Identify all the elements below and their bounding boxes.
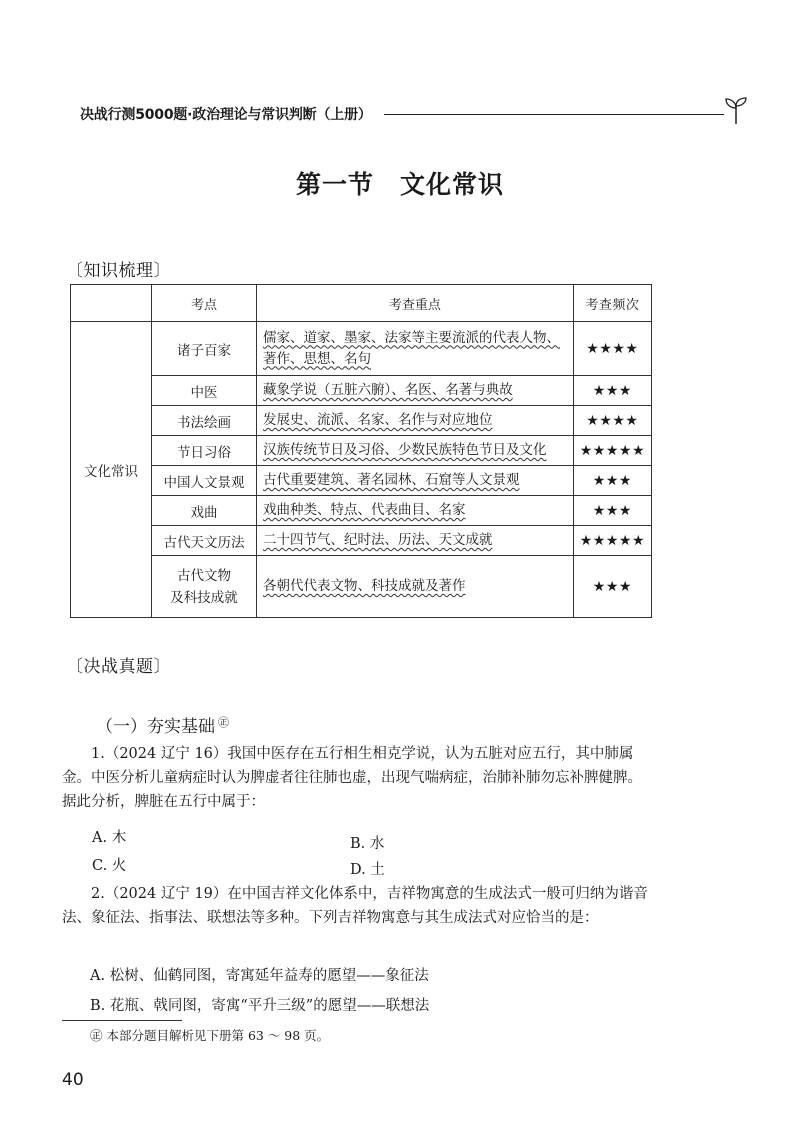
topic-line-2: 及科技成就 [170,589,238,606]
focus-cell: 戏曲种类、特点、代表曲目、名家 [263,502,466,518]
category-cell: 文化常识 [71,322,152,618]
knowledge-table [70,284,652,618]
frequency-cell: ★★★★ [573,322,651,376]
running-header [80,100,680,128]
question-1-text: 1.（2024 辽宁 16）我国中医存在五行相生相克学说，认为五脏对应五行，其中肺属金。中医分析儿童病症时认为脾虚者往往肺也虚，出现气喘病症，治肺补肺勿忘补脾健脾。据此分析，脾脏在五行中属于： [62,746,642,810]
focus-cell: 儒家、道家、墨家、法家等主要流派的代表人物、著作、思想、名句 [263,329,560,367]
topic-cell: 戏曲 [152,496,257,526]
knowledge-heading: 〔知识梳理〕 [66,261,171,281]
sprout-icon [722,96,750,130]
question-1-option-a: A. 木 [92,830,127,846]
exam-heading: 〔决战真题〕 [66,657,171,677]
table-row [71,436,652,466]
frequency-cell: ★★★ [573,556,651,618]
table-row [71,526,652,556]
page-number: 40 [62,1070,84,1090]
frequency-cell: ★★★ [573,496,651,526]
focus-cell: 藏象学说（五脏六腑）、名医、名著与典故 [263,382,513,398]
book-title: 决战行测5000题·政治理论与常识判断（上册） [80,107,372,123]
focus-cell: 古代重要建筑、著名园林、石窟等人文景观 [263,472,520,488]
table-header-frequency: 考查频次 [573,285,651,322]
header-rule [384,114,724,115]
frequency-cell: ★★★★★ [573,526,651,556]
table-row [71,556,652,618]
section-title: 第一节 文化常识 [295,170,504,199]
topic-cell: 节日习俗 [152,436,257,466]
footnote-marker-icon: ㊣ [218,716,229,729]
table-header-topic: 考点 [152,285,257,322]
table-row [71,406,652,436]
frequency-cell: ★★★★ [573,406,651,436]
question-2-option-b: B. 花瓶、戟同图，寄寓“平升三级”的愿望——联想法 [90,998,430,1014]
question-1-option-b: B. 水 [350,836,385,852]
sub-heading [96,712,229,737]
table-header-empty [71,285,152,322]
table-header-row [71,285,652,322]
focus-cell: 二十四节气、纪时法、历法、天文成就 [263,532,493,548]
frequency-cell: ★★★★★ [573,436,651,466]
topic-line-1: 古代文物 [177,567,231,584]
focus-cell: 发展史、流派、名家、名作与对应地位 [263,412,493,428]
topic-cell: 古代天文历法 [152,526,257,556]
focus-cell: 各朝代代表文物、科技成就及著作 [263,578,466,594]
sub-heading-text: （一）夯实基础 [96,717,215,737]
focus-cell: 汉族传统节日及习俗、少数民族特色节日及文化 [263,442,547,458]
table-row [71,322,652,376]
topic-cell: 诸子百家 [152,322,257,376]
topic-cell: 中医 [152,376,257,406]
table-row [71,376,652,406]
table-row [71,496,652,526]
topic-cell: 书法绘画 [152,406,257,436]
topic-cell [152,556,257,618]
frequency-cell: ★★★ [573,376,651,406]
table-row [71,466,652,496]
topic-cell: 中国人文景观 [152,466,257,496]
frequency-cell: ★★★ [573,466,651,496]
question-1-option-c: C. 火 [92,858,127,874]
table-header-focus: 考查重点 [257,285,574,322]
question-1-option-d: D. 土 [350,862,385,878]
footnote: ㊣ 本部分题目解析见下册第 63 ～ 98 页。 [90,1028,330,1043]
question-2-text: 2.（2024 辽宁 19）在中国吉祥文化体系中，吉祥物寓意的生成法式一般可归纳为谐音法、象征法、指事法、联想法等多种。下列吉祥物寓意与其生成法式对应恰当的是： [62,886,648,926]
question-2-option-a: A. 松树、仙鹤同图，寄寓延年益寿的愿望——象征法 [90,968,429,984]
footnote-rule [62,1020,182,1021]
